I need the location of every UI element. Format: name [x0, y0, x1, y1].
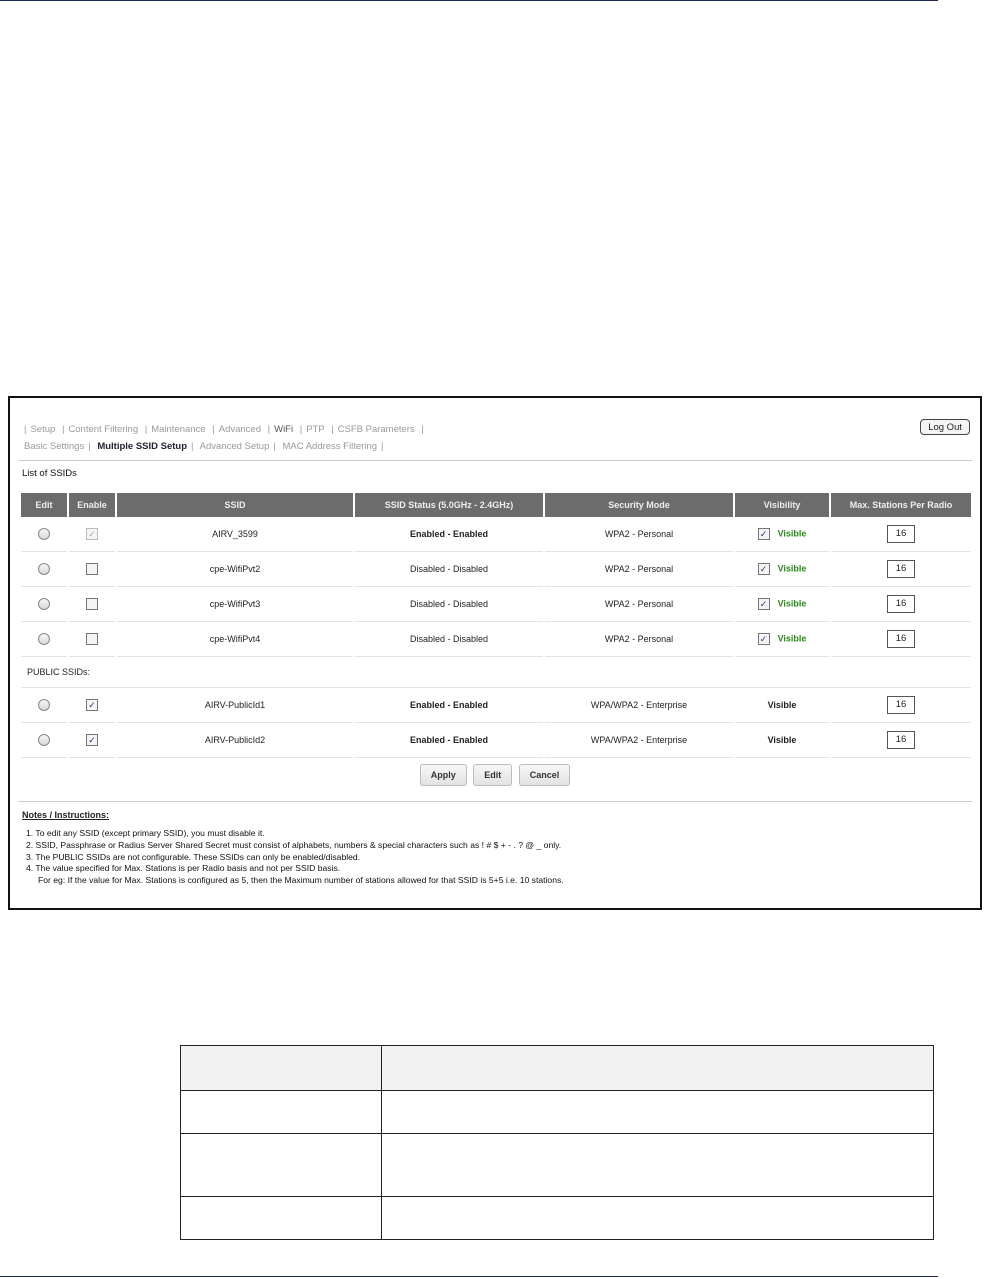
nav-setup[interactable]: Setup	[30, 424, 56, 435]
visibility-checkbox[interactable]: ✓	[758, 598, 770, 610]
edit-radio[interactable]	[38, 528, 50, 540]
ssid-name: AIRV-PublicId2	[117, 723, 353, 758]
visibility-label: Visible	[777, 633, 807, 644]
divider	[18, 460, 972, 461]
max-stations-input[interactable]: 16	[887, 560, 915, 578]
ssid-status: Enabled - Enabled	[355, 688, 543, 723]
note-item: 3. The PUBLIC SSIDs are not configurable. These SSIDs can only be enabled/disabled.	[26, 851, 361, 862]
col-max-stations: Max. Stations Per Radio	[831, 493, 971, 517]
security-mode: WPA2 - Personal	[545, 517, 733, 552]
ssid-table	[19, 493, 973, 758]
public-ssids-row	[21, 657, 971, 688]
edit-button[interactable]: Edit	[473, 764, 512, 786]
max-stations-input[interactable]: 16	[887, 595, 915, 613]
note-item: 2. SSID, Passphrase or Radius Server Shared Secret must consist of alphabets, numbers & special characters such as ! # $ + - . ? @ _ only.	[26, 839, 562, 850]
table-row	[21, 552, 971, 587]
visibility-label: Visible	[777, 563, 807, 574]
col-edit: Edit	[21, 493, 67, 517]
notes-title: Notes / Instructions:	[22, 810, 110, 820]
edit-radio[interactable]	[38, 563, 50, 575]
security-mode: WPA/WPA2 - Enterprise	[545, 688, 733, 723]
max-stations-input[interactable]: 16	[887, 731, 915, 749]
divider	[18, 801, 972, 802]
nav-content-filtering[interactable]: Content Filtering	[68, 424, 139, 435]
security-mode: WPA2 - Personal	[545, 552, 733, 587]
ssid-status: Disabled - Disabled	[355, 622, 543, 657]
nav-advanced[interactable]: Advanced	[218, 424, 261, 435]
ssid-name: AIRV-PublicId1	[117, 688, 353, 723]
enable-checkbox[interactable]	[86, 633, 98, 645]
logout-button[interactable]: Log Out	[920, 419, 970, 435]
apply-button[interactable]: Apply	[420, 764, 467, 786]
col-ssid: SSID	[117, 493, 353, 517]
max-stations-input[interactable]: 16	[887, 630, 915, 648]
nav-wifi[interactable]: WiFi	[274, 424, 294, 435]
subnav-advanced-setup[interactable]: Advanced Setup	[199, 441, 270, 452]
visibility-label: Visible	[777, 598, 807, 609]
enable-checkbox[interactable]: ✓	[86, 699, 98, 711]
public-ssids-label: PUBLIC SSIDs:	[21, 657, 971, 688]
list-title: List of SSIDs	[22, 468, 77, 479]
security-mode: WPA2 - Personal	[545, 622, 733, 657]
subnav-basic-settings[interactable]: Basic Settings	[24, 441, 85, 452]
visibility-label: Visible	[735, 723, 829, 758]
router-screenshot	[8, 396, 982, 910]
page-top-rule	[0, 0, 938, 1]
subnav-multiple-ssid-setup[interactable]: Multiple SSID Setup	[97, 441, 188, 452]
nav-maintenance[interactable]: Maintenance	[151, 424, 206, 435]
table-row	[21, 622, 971, 657]
info-table-row	[181, 1091, 934, 1134]
notes-list	[26, 828, 564, 887]
table-header	[21, 493, 971, 517]
enable-checkbox: ✓	[86, 528, 98, 540]
enable-checkbox[interactable]	[86, 563, 98, 575]
note-item: 4. The value specified for Max. Stations is per Radio basis and not per SSID basis.	[26, 863, 341, 874]
ssid-name: cpe-WifiPvt4	[117, 622, 353, 657]
col-visibility: Visibility	[735, 493, 829, 517]
col-security-mode: Security Mode	[545, 493, 733, 517]
edit-radio	[38, 734, 50, 746]
page-bottom-rule	[0, 1276, 938, 1277]
visibility-checkbox[interactable]: ✓	[758, 563, 770, 575]
ssid-status: Disabled - Disabled	[355, 587, 543, 622]
max-stations-input[interactable]: 16	[887, 696, 915, 714]
info-table-row	[181, 1134, 934, 1197]
ssid-name: AIRV_3599	[117, 517, 353, 552]
info-table-row	[181, 1197, 934, 1240]
enable-checkbox[interactable]	[86, 598, 98, 610]
security-mode: WPA2 - Personal	[545, 587, 733, 622]
table-row	[21, 587, 971, 622]
info-table-header	[181, 1046, 934, 1091]
col-ssid-status: SSID Status (5.0GHz - 2.4GHz)	[355, 493, 543, 517]
security-mode: WPA/WPA2 - Enterprise	[545, 723, 733, 758]
nav-ptp[interactable]: PTP	[306, 424, 325, 435]
enable-checkbox[interactable]: ✓	[86, 734, 98, 746]
note-subitem: For eg: If the value for Max. Stations is configured as 5, then the Maximum number of stations allowed for that SSID is 5+5 i.e. 10 stations.	[38, 875, 564, 886]
ssid-name: cpe-WifiPvt3	[117, 587, 353, 622]
note-item: 1. To edit any SSID (except primary SSID), you must disable it.	[26, 828, 265, 838]
ssid-name: cpe-WifiPvt2	[117, 552, 353, 587]
visibility-label: Visible	[735, 688, 829, 723]
edit-radio[interactable]	[38, 598, 50, 610]
ssid-status: Enabled - Enabled	[355, 517, 543, 552]
info-table	[180, 1045, 934, 1240]
table-row	[21, 688, 971, 723]
top-nav: | Setup | Content Filtering | Maintenance | Advanced | WiFi | PTP | CSFB Parameters |	[24, 424, 424, 435]
table-row	[21, 723, 971, 758]
edit-radio	[38, 699, 50, 711]
table-row	[21, 517, 971, 552]
action-buttons	[10, 764, 980, 786]
visibility-checkbox[interactable]: ✓	[758, 528, 770, 540]
sub-nav: Basic Settings | Multiple SSID Setup | Advanced Setup | MAC Address Filtering |	[24, 441, 384, 452]
ssid-status: Enabled - Enabled	[355, 723, 543, 758]
max-stations-input[interactable]: 16	[887, 525, 915, 543]
col-enable: Enable	[69, 493, 115, 517]
subnav-mac-address-filtering[interactable]: MAC Address Filtering	[282, 441, 377, 452]
cancel-button[interactable]: Cancel	[519, 764, 571, 786]
visibility-label: Visible	[777, 528, 807, 539]
ssid-status: Disabled - Disabled	[355, 552, 543, 587]
visibility-checkbox[interactable]: ✓	[758, 633, 770, 645]
edit-radio[interactable]	[38, 633, 50, 645]
nav-csfb-parameters[interactable]: CSFB Parameters	[337, 424, 415, 435]
